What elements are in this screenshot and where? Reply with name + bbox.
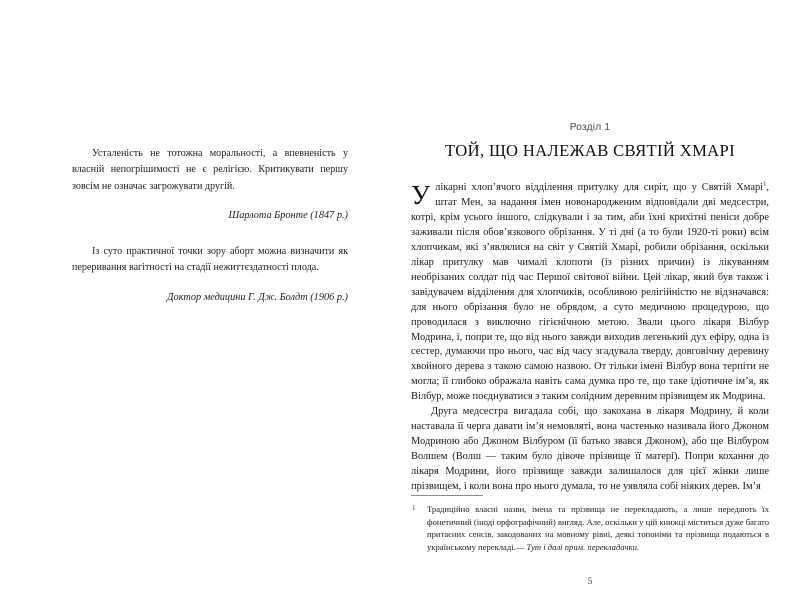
body-paragraph-1: [411, 181, 769, 405]
footnote-reference-marker[interactable]: 1: [763, 180, 767, 188]
body-text-column: [411, 181, 769, 495]
footnote-marker: 1: [412, 505, 416, 512]
body-paragraph-2: Друга медсестра вигадала собі, що закохана в лікаря Модрину, й коли наставала її черга давати ім’я немовляті, вона частенько називала його Джоном Модриною або Джоном Вілбуром (її батько звався Джоном), або ще Вілбуром Волшем (Волш — таким було дівоче прізвище її матері). Попри кохання до лікаря Модрини, його прізвище завжди залишалося для цієї жінки лише прізвищем, і коли вона про нього думала, то не уявляла собі ніяких дерев. Ім’я: [411, 406, 769, 493]
chapter-title: ТОЙ, ЩО НАЛЕЖАВ СВЯТІЙ ХМАРІ: [445, 141, 735, 160]
paragraph-1-lead-in: лікарні хлоп’ячого відділення притулку для сиріт, що у Святій Хмарі: [435, 182, 764, 193]
footnote-area: [411, 495, 769, 553]
dropcap-letter: У: [411, 180, 431, 210]
epigraph-text-2: Із суто практичної точки зору аборт можна визначити як переривання вагітності на стадії нежиттєздатності плода.: [72, 246, 348, 274]
epigraph-attribution-2: Доктор медицини Г. Дж. Болдт (1906 р.): [167, 291, 348, 303]
left-page: [72, 0, 348, 615]
footnote-text: Традиційно власні назви, імена та прізвища не перекладають, а лише передають їх фонетичний (іноді орфографічний) вигляд. Але, оскільки у цій книжці міститься дуже багато притаєних сенсів, закодованих на мовному рівні, деякі топоніми та прізвища подаються в українському перекладі.—: [427, 504, 769, 552]
epigraph-block-2: [72, 244, 348, 305]
footnote-separator-rule: [411, 495, 483, 496]
footnote-entry: [411, 503, 769, 553]
epigraph-block-1: [72, 146, 348, 223]
right-page: [411, 0, 769, 615]
epigraph-text-1: Усталеність не тотожна моральності, а впевненість у власній непогрішимості не є релігією. Критикувати першу зовсім не означає загрожувати другій.: [72, 148, 348, 192]
page-number: 5: [587, 576, 593, 587]
paragraph-1-body: , штат Мен, за надання імен новонародженим відповідали дві медсестри, котрі, крім усього іншого, слідкували і за тим, аби їхні крихітні пеніси добре заживали після обов’язкового обрізання. У ті дні (а то були 1920-ті роки) всім хлопчикам, які з’являлися на світ у Святій Хмарі, робили обрізання, оскільки лікар притулку мав чималі клопоти (із різних причин) із лікуванням необрізаних солдат під час Першої світової війни. Цей лікар, який був також і завідувачем відділення для хлопчиків, особливою релігійністю не відзначався: для нього обрізання було не обрядом, а суто медичною процедурою, що проводилася з виключно гігієнічною метою. Звали цього лікаря Вілбур Модрина, і, попри те, що від нього завжди виходив легенький дух ефіру, одна із сестер, думаючи про нього, час від часу згадувала тверду, довговічну деревину хвойного дерева з такою самою назвою. От тільки імені Вілбур вона терпіти не могла; її глибоко ображала навіть сама думка про те, що таке ідіотичне ім’я, як Вілбур, може поєднуватися з таким солідним деревним прізвищем як Модрина.: [411, 182, 769, 403]
epigraph-attribution-1: Шарлота Бронте (1847 р.): [228, 209, 348, 221]
footnote-translator-note: Тут і далі прим. перекладачки.: [526, 541, 640, 552]
chapter-number-label: Розділ 1: [569, 122, 611, 133]
